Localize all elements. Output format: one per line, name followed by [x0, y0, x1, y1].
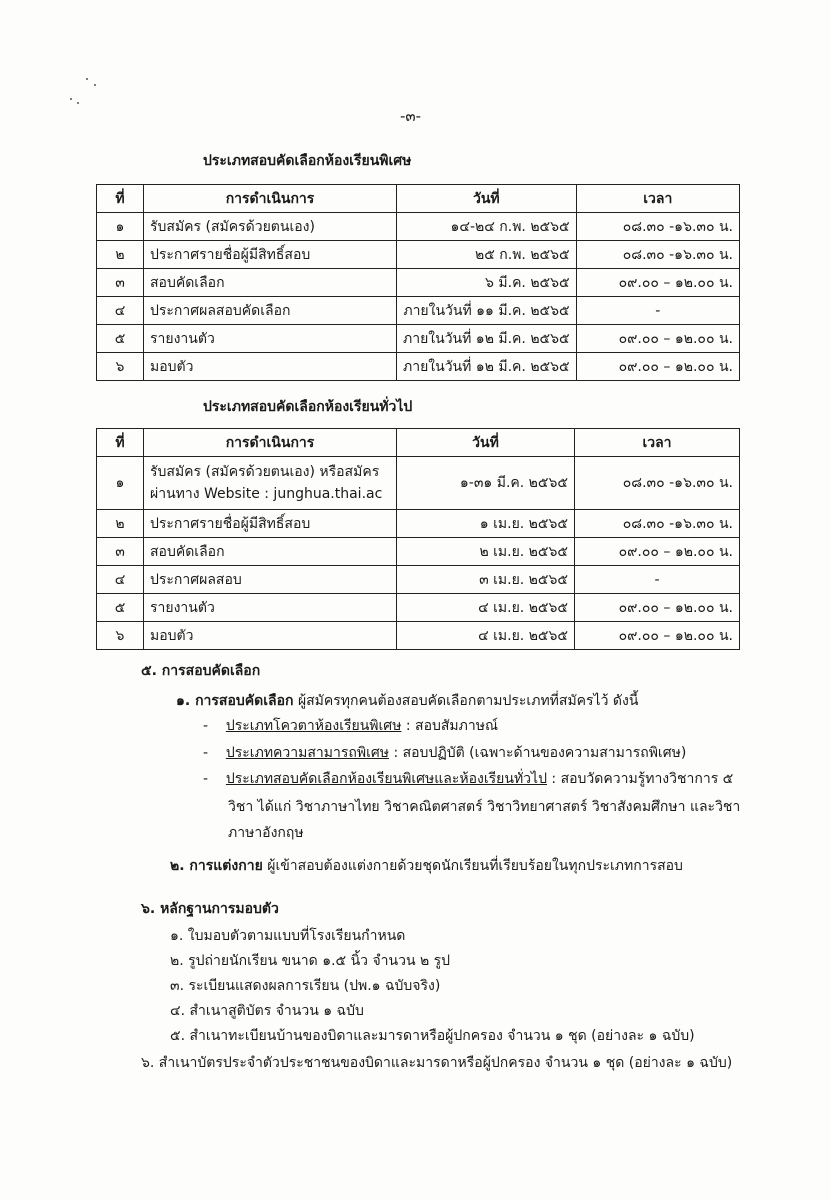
row-activity: สอบคัดเลือก [144, 269, 397, 297]
row-date: ๒๕ ก.พ. ๒๕๖๕ [397, 241, 577, 269]
sub2-line [203, 742, 686, 764]
section5-title: ๕. การสอบคัดเลือก [141, 663, 261, 679]
list-item: ๖. สำเนาบัตรประจำตัวประชาชนของบิดาและมารดาหรือผู้ปกครอง จำนวน ๑ ชุด (อย่างละ ๑ ฉบับ) [141, 1055, 733, 1071]
table-header-row [97, 429, 740, 457]
row-no: ๕ [97, 594, 144, 622]
row-no: ๓ [97, 269, 144, 297]
special-schedule-table [96, 184, 740, 381]
row-activity: ประกาศผลสอบคัดเลือก [144, 297, 397, 325]
table-header-row [97, 185, 740, 213]
row-activity [144, 457, 397, 510]
header-time: เวลา [576, 185, 739, 213]
list-item: ๕. สำเนาทะเบียนบ้านของบิดาและมารดาหรือผู้ปกครอง จำนวน ๑ ชุด (อย่างละ ๑ ฉบับ) [170, 1028, 695, 1044]
row-date: ๒ เม.ย. ๒๕๖๕ [397, 538, 575, 566]
dash: - [203, 718, 209, 734]
row-time: ๐๘.๓๐ -๑๖.๓๐ น. [576, 241, 739, 269]
row-activity: สอบคัดเลือก [144, 538, 397, 566]
row-activity: รายงานตัว [144, 325, 397, 353]
table-row [97, 538, 740, 566]
row-no: ๔ [97, 566, 144, 594]
header-date: วันที่ [397, 429, 575, 457]
row-date: ภายในวันที่ ๑๒ มี.ค. ๒๕๖๕ [397, 353, 577, 381]
sub2-text: : สอบปฏิบัติ (เฉพาะด้านของความสามารถพิเศษ) [393, 745, 687, 761]
list-item: ๒. รูปถ่ายนักเรียน ขนาด ๑.๕ นิ้ว จำนวน ๒ รูป [170, 953, 451, 969]
dash: - [203, 745, 209, 761]
table-row [97, 269, 740, 297]
general-schedule-table [96, 428, 740, 650]
sub2-label: ประเภทความสามารถพิเศษ [225, 745, 389, 761]
row-activity: ประกาศผลสอบ [144, 566, 397, 594]
section5-item1 [176, 690, 638, 712]
table-row [97, 241, 740, 269]
row-date: ๔ เม.ย. ๒๕๖๕ [397, 622, 575, 650]
special-heading: ประเภทสอบคัดเลือกห้องเรียนพิเศษ [203, 153, 412, 169]
sub3-label: ประเภทสอบคัดเลือกห้องเรียนพิเศษและห้องเรียนทั่วไป [225, 771, 547, 787]
general-heading: ประเภทสอบคัดเลือกห้องเรียนทั่วไป [203, 399, 413, 415]
section5-item2 [170, 855, 683, 877]
row-activity-line: ผ่านทาง Website : junghua.thai.ac [150, 486, 383, 502]
row-time: - [576, 297, 739, 325]
row-time: ๐๙.๐๐ – ๑๒.๐๐ น. [576, 269, 739, 297]
header-date: วันที่ [397, 185, 577, 213]
sub3-line [203, 768, 733, 790]
scan-specks [70, 78, 100, 108]
row-time: - [575, 566, 740, 594]
table-row [97, 213, 740, 241]
table-row [97, 622, 740, 650]
sub1-text: : สอบสัมภาษณ์ [405, 718, 498, 734]
row-no: ๑ [97, 457, 144, 510]
row-date: ภายในวันที่ ๑๑ มี.ค. ๒๕๖๕ [397, 297, 577, 325]
sub3-line3: ภาษาอังกฤษ [228, 825, 304, 841]
table-row [97, 510, 740, 538]
page-number: -๓- [400, 107, 422, 125]
row-time: ๐๘.๓๐ -๑๖.๓๐ น. [575, 457, 740, 510]
row-time: ๐๘.๓๐ -๑๖.๓๐ น. [575, 510, 740, 538]
row-date: ภายในวันที่ ๑๒ มี.ค. ๒๕๖๕ [397, 325, 577, 353]
row-no: ๖ [97, 622, 144, 650]
item1-label: ๑. การสอบคัดเลือก [176, 693, 294, 709]
row-time: ๐๙.๐๐ – ๑๒.๐๐ น. [576, 325, 739, 353]
row-time: ๐๙.๐๐ – ๑๒.๐๐ น. [575, 594, 740, 622]
row-activity: มอบตัว [144, 622, 397, 650]
row-no: ๓ [97, 538, 144, 566]
sub3-line2: วิชา ได้แก่ วิชาภาษาไทย วิชาคณิตศาสตร์ วิชาวิทยาศาสตร์ วิชาสังคมศึกษา และวิชา [228, 799, 741, 815]
row-activity: ประกาศรายชื่อผู้มีสิทธิ์สอบ [144, 241, 397, 269]
item1-text: ผู้สมัครทุกคนต้องสอบคัดเลือกตามประเภทที่สมัครไว้ ดังนี้ [297, 693, 639, 709]
item2-text: ผู้เข้าสอบต้องแต่งกายด้วยชุดนักเรียนที่เรียบร้อยในทุกประเภทการสอบ [267, 858, 683, 874]
row-date: ๑ เม.ย. ๒๕๖๕ [397, 510, 575, 538]
sub1-line [203, 715, 498, 737]
row-no: ๒ [97, 510, 144, 538]
row-activity: รายงานตัว [144, 594, 397, 622]
row-time: ๐๙.๐๐ – ๑๒.๐๐ น. [575, 622, 740, 650]
list-item: ๑. ใบมอบตัวตามแบบที่โรงเรียนกำหนด [170, 928, 406, 944]
table-row [97, 594, 740, 622]
row-date: ๖ มี.ค. ๒๕๖๕ [397, 269, 577, 297]
header-time: เวลา [575, 429, 740, 457]
row-date: ๓ เม.ย. ๒๕๖๕ [397, 566, 575, 594]
row-no: ๖ [97, 353, 144, 381]
table-row [97, 325, 740, 353]
table-row [97, 566, 740, 594]
header-no: ที่ [97, 429, 144, 457]
row-time: ๐๙.๐๐ – ๑๒.๐๐ น. [575, 538, 740, 566]
dash: - [203, 771, 209, 787]
item2-label: ๒. การแต่งกาย [170, 858, 263, 874]
header-no: ที่ [97, 185, 144, 213]
row-activity: มอบตัว [144, 353, 397, 381]
row-time: ๐๙.๐๐ – ๑๒.๐๐ น. [576, 353, 739, 381]
row-activity-line: รับสมัคร (สมัครด้วยตนเอง) หรือสมัคร [150, 464, 380, 480]
table-row [97, 297, 740, 325]
header-activity: การดำเนินการ [144, 185, 397, 213]
list-item: ๔. สำเนาสูติบัตร จำนวน ๑ ฉบับ [170, 1003, 364, 1019]
table-row [97, 457, 740, 510]
sub3-text: : สอบวัดความรู้ทางวิชาการ ๕ [551, 771, 734, 787]
row-activity: ประกาศรายชื่อผู้มีสิทธิ์สอบ [144, 510, 397, 538]
row-date: ๑๔-๒๔ ก.พ. ๒๕๖๕ [397, 213, 577, 241]
row-no: ๔ [97, 297, 144, 325]
row-time: ๐๘.๓๐ -๑๖.๓๐ น. [576, 213, 739, 241]
row-no: ๒ [97, 241, 144, 269]
row-date: ๔ เม.ย. ๒๕๖๕ [397, 594, 575, 622]
table-row [97, 353, 740, 381]
row-no: ๕ [97, 325, 144, 353]
row-no: ๑ [97, 213, 144, 241]
list-item: ๓. ระเบียนแสดงผลการเรียน (ปพ.๑ ฉบับจริง) [170, 978, 441, 994]
section6-title: ๖. หลักฐานการมอบตัว [141, 901, 279, 917]
row-date: ๑-๓๑ มี.ค. ๒๕๖๕ [397, 457, 575, 510]
sub1-label: ประเภทโควตาห้องเรียนพิเศษ [225, 718, 402, 734]
header-activity: การดำเนินการ [144, 429, 397, 457]
row-activity: รับสมัคร (สมัครด้วยตนเอง) [144, 213, 397, 241]
